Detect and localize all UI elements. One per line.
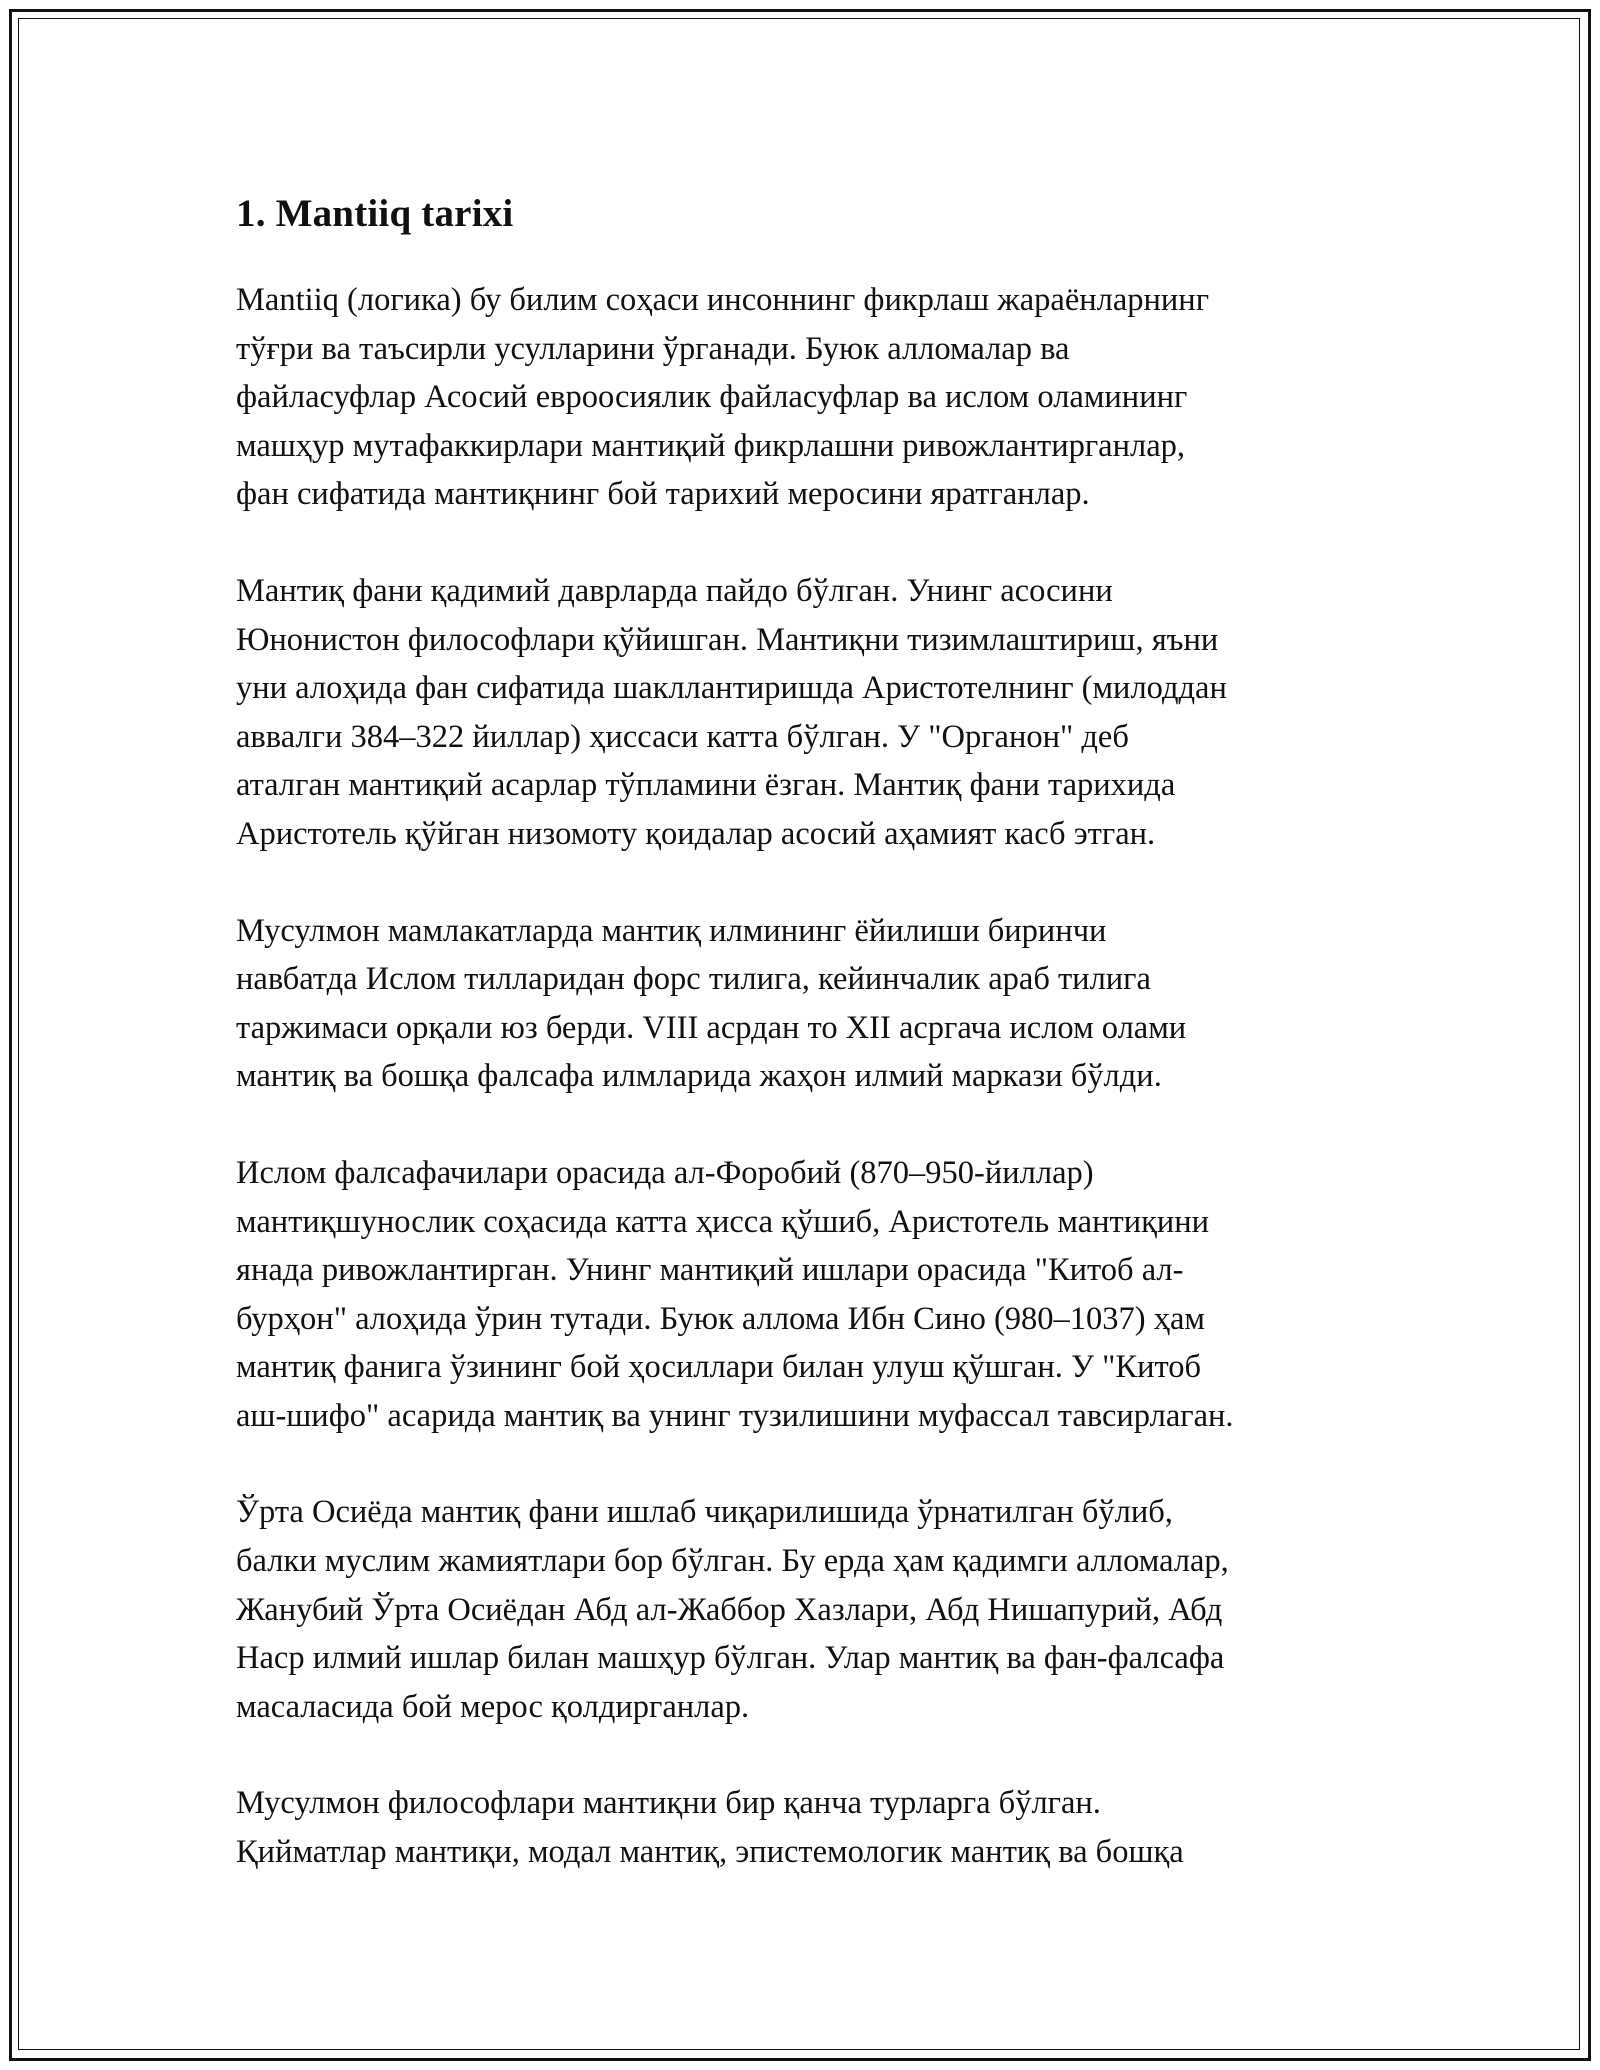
paragraph bbox=[236, 1488, 1364, 1731]
text-line: Юнонистон философлари қўйишган. Мантиқни тизимлаштириш, яъни bbox=[236, 621, 1219, 658]
text-line: файласуфлар Асосий евроосиялик файласуфлар ва ислом оламининг bbox=[236, 379, 1188, 416]
text-line: Мусулмон философлари мантиқни бир қанча турларга бўлган. bbox=[236, 1785, 1101, 1822]
text-line: аш-шифо" асарида мантиқ ва унинг тузилишини муфассал тавсирлаган. bbox=[236, 1397, 1234, 1434]
text-line: аввалги 384–322 йиллар) ҳиссаси катта бўлган. У "Органон" деб bbox=[236, 718, 1129, 755]
text-line: таржимаси орқали юз берди. VIII асрдан то XII асргача ислом олами bbox=[236, 1009, 1187, 1046]
text-line: мантиқ фанига ўзининг бой ҳосиллари билан улуш қўшган. У "Китоб bbox=[236, 1349, 1202, 1386]
text-line: Наср илмий ишлар билан машҳур бўлган. Улар мантиқ ва фан-фалсафа bbox=[236, 1640, 1225, 1677]
text-line: янада ривожлантирган. Унинг мантиқий ишлари орасида "Китоб ал- bbox=[236, 1252, 1184, 1289]
text-line: мантиқ ва бошқа фалсафа илмларида жаҳон илмий маркази бўлди. bbox=[236, 1058, 1162, 1095]
text-line: бурҳон" алоҳида ўрин тутади. Буюк аллома Ибн Сино (980–1037) ҳам bbox=[236, 1300, 1205, 1337]
text-line: навбатда Ислом тилларидан форс тилига, кейинчалик араб тилига bbox=[236, 961, 1151, 998]
text-line: машҳур мутафаккирлари мантиқий фикрлашни ривожлантирганлар, bbox=[236, 427, 1186, 464]
text-line: Жанубий Ўрта Осиёдан Абд ал-Жаббор Хазлари, Абд Нишапурий, Абд bbox=[236, 1591, 1223, 1628]
text-line: масаласида бой мерос қолдирганлар. bbox=[236, 1688, 750, 1725]
text-line: Аристотель қўйган низомоту қоидалар асосий аҳамият касб этган. bbox=[236, 815, 1156, 852]
text-line: аталган мантиқий асарлар тўпламини ёзган. Мантиқ фани тарихида bbox=[236, 767, 1176, 804]
section-heading: 1. Mantiiq tarixi bbox=[236, 192, 514, 235]
text-line: Ислом фалсафачилари орасида ал-Форобий (870–950-йиллар) bbox=[236, 1154, 1094, 1191]
paragraph bbox=[236, 1779, 1364, 1876]
text-line: Mantiiq (логика) бу билим соҳаси инсоннинг фикрлаш жараёнларнинг bbox=[236, 282, 1210, 318]
text-line: Ўрта Осиёда мантиқ фани ишлаб чиқарилишида ўрнатилган бўлиб, bbox=[236, 1494, 1173, 1531]
text-line: фан сифатида мантиқнинг бой тарихий меросини яратганлар. bbox=[236, 476, 1090, 513]
paragraph bbox=[236, 907, 1364, 1101]
text-line: Мусулмон мамлакатларда мантиқ илмининг ёйилиши биринчи bbox=[236, 912, 1107, 949]
paragraph bbox=[236, 1149, 1364, 1441]
text-line: уни алоҳида фан сифатида шакллантиришда Аристотелнинг (милоддан bbox=[236, 670, 1227, 707]
paragraph bbox=[236, 567, 1364, 859]
paragraph bbox=[236, 276, 1364, 519]
text-line: мантиқшунослик соҳасида катта ҳисса қўшиб, Аристотель мантиқини bbox=[236, 1203, 1210, 1240]
text-line: Мантиқ фани қадимий даврларда пайдо бўлган. Унинг асосини bbox=[236, 572, 1113, 609]
document-body bbox=[236, 186, 1364, 1925]
text-line: тўғри ва таъсирли усулларини ўрганади. Буюк алломалар ва bbox=[236, 330, 1070, 367]
text-line: Қийматлар мантиқи, модал мантиқ, эпистемологик мантиқ ва бошқа bbox=[236, 1834, 1184, 1871]
text-line: балки муслим жамиятлари бор бўлган. Бу ерда ҳам қадимги алломалар, bbox=[236, 1543, 1229, 1580]
